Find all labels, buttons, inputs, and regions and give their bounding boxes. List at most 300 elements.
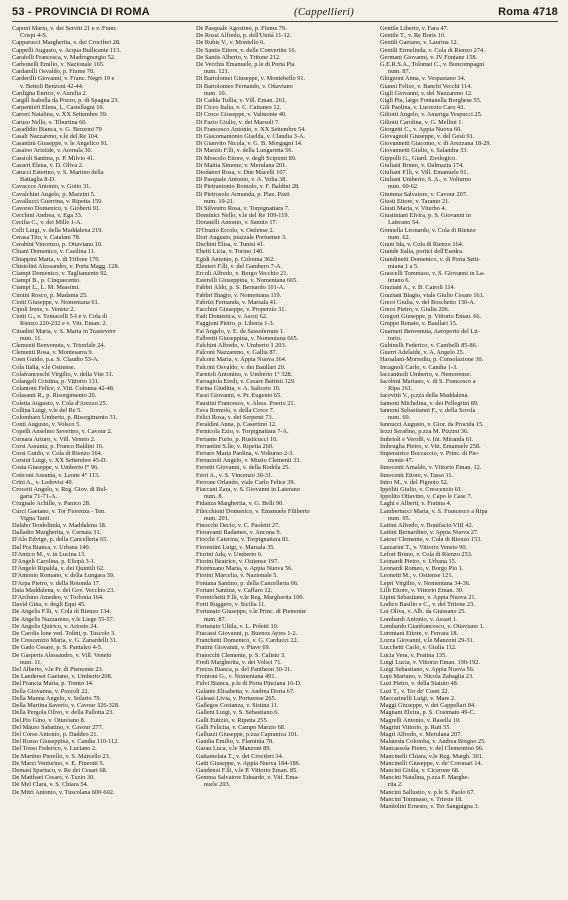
listing-line: Cargill Isabella da Pozzo, p. di Spagna 23. — [12, 97, 119, 105]
listing-line: Fiocchi Caterina, v. Torpignattara 81. — [196, 536, 290, 544]
listing-line: Mancini Tommaso, v. Trieste 18. — [380, 795, 463, 803]
listing-line: Di Pietrosolo Armanda, p. Piaz. Pasti — [196, 190, 290, 198]
listing-line: Carreri Natalina, v. XX Settembre 39. — [12, 111, 108, 119]
listing-line: Coletta Augusto, v. Cola d'Arezzo 25. — [12, 399, 108, 407]
listing-line: Greco Pietro, v. Giulia 206. — [380, 305, 450, 313]
listing-line: Iannoni Michelina, v. dei Pellegrini 89. — [380, 399, 479, 407]
listing-line: De Carolis lone ved. Tolini, p. Tuscolo 3. — [12, 630, 116, 638]
header-right-title: Roma 4718 — [498, 6, 558, 18]
listing-line: Mandolini Ernesto, v. Tor Sanguigna 3. — [380, 802, 480, 810]
listing-line: Della Martina Saverio, v. Cavour 326-328. — [12, 702, 120, 710]
listing-line: Del Alberto, v.le Pr. di Piemonte 23. — [12, 666, 104, 674]
listing-line: Iannoni Sebastianni F., v. della Scrofa — [380, 406, 476, 414]
listing-line: Colasanti R., p. Risorgimento 20. — [12, 392, 97, 400]
listing-line: num. 19-21. — [204, 197, 235, 205]
listing-line: Iannucci Augusto, v. Gior. da Procida 15. — [380, 421, 484, 429]
listing-line: Farina Giuditta, v. A. Saliceto 10. — [196, 385, 281, 393]
listing-line: Gallegos Costanza, v. Sistina 11. — [196, 702, 279, 710]
listing-line: Gonnella Leonardo, v. Cola di Rienzo — [380, 226, 476, 234]
listing-line: Corsi Guido, v. Cola di Rienzo 164. — [12, 449, 103, 457]
listing-line: Iacobini Mariano, v. di S. Francesco a — [380, 377, 476, 385]
listing-line: Leonetti M., v. Ostiense 121. — [380, 572, 454, 580]
listing-line: Gippolli G., Giard. Zoologico. — [380, 154, 457, 162]
listing-line: Esterelli Giuseppina, v. Nomentana 665. — [196, 277, 298, 285]
column-2 — [196, 25, 374, 885]
listing-line: Lattini Alfredo, v. Bonifacio VIII 42. — [380, 522, 474, 530]
listing-line: Ebetti Licia, v. Torino 140. — [196, 248, 264, 256]
listing-line: Imbrioli e Verolli, v. Int. Miranda 61. — [380, 435, 474, 443]
listing-line: Grandinetti Domenico, v. di Porta Setti- — [380, 255, 481, 263]
listing-line: Innocenti Ettore, v. Tasso 11. — [380, 471, 454, 479]
listing-line: De Crescenzio Maria, v. G. Zanardelli 31. — [12, 637, 118, 645]
listing-line: Falconi Osvaldo, v. dei Baullari 20. — [196, 363, 286, 371]
listing-line: miana 1 a 5. — [388, 262, 419, 270]
listing-line: Gaudenzi F.lli, v.le P. Vittorio Eman. 85. — [196, 766, 298, 774]
listing-line: Di Cadda Tullia, v. Vill. Eman. 261. — [196, 97, 287, 105]
listing-line: num. 10. — [204, 89, 227, 97]
listing-line: Collina Luigi, v.le del Re 5. — [12, 406, 82, 414]
listing-line: rita 2. — [388, 781, 403, 789]
listing-line: Ripa 161. — [388, 385, 413, 393]
listing-line: Di Mattia Simone, v. Merulana 201. — [196, 161, 287, 169]
listing-line: Latour Clemente, v. Cola di Rienzo 153. — [380, 536, 482, 544]
listing-line: Della Manna Angelo, v. Solario 79. — [12, 694, 102, 702]
listing-line: Magrelli Antonio, v. Rasella 10. — [380, 716, 461, 724]
listing-line: Fracassi Giovanni, p. Buenos Ayres 1-2. — [196, 630, 298, 638]
listing-line: Cola Italia, v.le Ostiense. — [12, 363, 76, 371]
category-label: (Cappellieri) — [293, 6, 355, 18]
listing-line: num. 121. — [204, 68, 230, 76]
listing-line: monte 47. — [388, 457, 414, 465]
listing-line: garia 71-71-A. — [20, 493, 58, 501]
listing-line: Formichetti F.lli, v.le Reg. Margherita 100. — [196, 594, 305, 602]
listing-line: Di Pasquale Antonio, v. A. Volta 38. — [196, 176, 288, 184]
listing-line: Magri Alfredo, v. Merulana 207. — [380, 730, 462, 738]
listing-line: Rienzo 220-232 e v. Vitt. Eman. 2. — [20, 320, 108, 328]
listing-line: Del Rosso Giuseppina, v. Candia 110-112. — [12, 738, 119, 746]
listing-line: Leonardi Romeo, v. Borgo Pio 1. — [380, 565, 464, 573]
listing-line: Giovagnoli Giuseppe, v. del Gesù 91. — [380, 133, 475, 141]
listing-line: Dalladio Margherita, v. Cernaia 31. — [12, 529, 102, 537]
listing-line: Clementi Benvenuta, v. Trionfale 24. — [12, 341, 106, 349]
listing-line: Di Gianvito Nicola, v. G. B. Morgagni 14. — [196, 140, 303, 148]
listing-line: Ciampi B., p. Cinquecento. — [12, 277, 81, 285]
listing-line: Lombardi Antonio, v. Assari 1. — [380, 615, 458, 623]
listing-line: Cardarelli Osvaldo, p. Fiume 70. — [12, 68, 95, 76]
listing-line: Cavaccce Antonio, v. Goito 31. — [12, 183, 91, 191]
listing-line: Corsi Assunta, p. Franco Baldini 16. — [12, 442, 104, 450]
listing-line: Di Bartolomei Giuseppe, v. Montebello 91. — [196, 75, 306, 83]
listing-line: Dori Augusto, piazzale Portuense 3. — [196, 233, 287, 241]
listing-line: Di Fazio Giulio, v. dei Marsoli 7. — [196, 118, 280, 126]
listing-line: Catucci Esterino, v. S. Martino della — [12, 169, 104, 177]
listing-line: terano 6. — [388, 277, 411, 285]
listing-line: Fabrizi Fernanda, v. Marsala 41. — [196, 298, 278, 306]
listing-line: Galeasi Livia, v. Portuense 265. — [196, 694, 277, 702]
listing-line: D'Orazio Ercolo, v. Ostiense 2. — [196, 226, 275, 234]
listing-line: Cipoli Irene, v. Veneto 2. — [12, 305, 75, 313]
listing-line: Luigi Lucia, v. Vittorio Eman. 190-192. — [380, 658, 481, 666]
listing-line: D'Alo Edvige, p. della Cancelleria 65. — [12, 536, 108, 544]
listing-line: Ciampi L., L. M. Massimi. — [12, 284, 80, 292]
listing-line: num. 201. — [204, 514, 230, 522]
listing-line: Gigli Pia, largo Fontanella Borghese 55. — [380, 97, 482, 105]
listing-line: Maggi Giuseppe, v. dei Cappellari 84. — [380, 702, 476, 710]
listing-line: Fabbri Biagio, v. Nomentana 119. — [196, 291, 282, 299]
listing-line: Colantoni Felice, v. Vitt. Colonna 42-48. — [12, 385, 115, 393]
listing-line: Laterano 54. — [388, 219, 420, 227]
page-header — [12, 6, 558, 22]
listing-line: Colangeli Cristina, p. Vittorio 131. — [12, 377, 100, 385]
listing-line: Coticoni Assunta, v. Leone 4° 113. — [12, 471, 100, 479]
listing-line: De Vecchis Emanuele, p.le di Porta Pia — [196, 61, 295, 69]
listing-line: Crocetti Angelo, v. Reg. Giov. di Bul- — [12, 486, 108, 493]
listing-line: Giliotti Carolina, v. G. Mellini 1. — [380, 118, 464, 126]
listing-line: Franchetti Domenico, v. G. Carducci 22. — [196, 637, 299, 645]
listing-line: Fratocchi Clemente, p. S. Calisto 3. — [196, 651, 286, 659]
listing-line: Di Croce Giuseppe, v. Valmonte 40. — [196, 111, 287, 119]
listing-line: Luzi Pietro, v. della Statuto 48. — [380, 680, 459, 688]
listing-line: Giustiniani Elvira, p. S. Giovanni in — [380, 212, 471, 220]
listing-line: Cavallucci Guerrina, v. Ripetta 159. — [12, 197, 103, 205]
listing-line: num. 87. — [204, 615, 227, 623]
listing-line: D'Arpa Pietro, v. della Rotonda 17. — [12, 579, 101, 587]
listing-line: Innocenti Arnaldo, v. Vittorio Eman. 12. — [380, 464, 482, 472]
listing-line: Di Marzio F.lli, v. della Lungaretta 56. — [196, 147, 294, 155]
listing-line: Harsalani-Morrediu, p. Consolazione 30. — [380, 356, 484, 364]
listing-line: Chiani Domenico, v. Casilina 11. — [12, 248, 96, 256]
listing-line: Del Francia Maria, p. Trento 14. — [12, 680, 94, 688]
listing-line: Leonardi Pietro, v. Urbana 15. — [380, 558, 457, 566]
listing-line: Galante Elisabetta, v. Andrea Doria 67. — [196, 687, 295, 695]
listing-line: Giumma Salvatore, v. Cavour 207. — [380, 190, 468, 198]
listing-line: Gatti Giuseppe, v. Appia Nuova 184-186. — [196, 759, 301, 767]
column-3 — [380, 25, 558, 885]
listing-line: Intro M., v. del Pignoto 52. — [380, 478, 449, 486]
listing-line: Facchini Giuseppe, v. Properzio 31. — [196, 305, 287, 313]
listing-line: Cerasa Tito, v. Catalani 78. — [12, 233, 81, 241]
listing-line: De Gasperis Alessandro, v. Vill. Veneto — [12, 651, 112, 659]
listing-line: Fiorenzano Maria, v. Appia Nuova 56. — [196, 565, 293, 573]
listing-line: Gentile Liberio, v. Fara 47. — [380, 25, 449, 32]
listing-line: Carderilli Giovanni, v. Franc. Negri 19 e — [12, 75, 115, 83]
listing-line: David Gina, v. degli Equi 45. — [12, 601, 86, 609]
listing-line: Lepri Virgilio, v. Nomentana 34-36. — [380, 579, 471, 587]
listing-line: Di Cicco Italia, v. C. Cattaneo 12. — [196, 104, 282, 112]
listing-line: G.E.R.S.A., Tolomei C., v. Boncompagni — [380, 61, 485, 69]
listing-line: Galli Felicita, v. Campo Marzio 68. — [196, 723, 286, 731]
listing-line: Ercoli Alfredo, v. Borgo Vecchio 21. — [196, 269, 289, 277]
listing-line: Cappelli Augusto, v. Acqua Bullicante 113. — [12, 46, 121, 54]
listing-line: Graziani A., v. B. Cairoli 114. — [380, 284, 456, 292]
listing-line: Ferrone Orlando, viale Carlo Felice 39. — [196, 478, 296, 486]
listing-line: Cavalchini Angelo, p. Mazzini 5. — [12, 190, 96, 198]
listing-line: v. Bettoli Benzoni 42-44. — [20, 82, 84, 90]
listing-line: Del Tosso Federico, v. Luciano 2. — [12, 745, 97, 753]
listing-line: De Santis Ettore, v. delle Convertite 16. — [196, 46, 297, 54]
listing-line: D'Amico M., v. in Lucina 13. — [12, 550, 87, 558]
listing-line: num. 11. — [20, 334, 42, 342]
listing-line: Fortani Santina, v. Caffaro 12. — [196, 586, 273, 594]
listing-line: Giusti Ettore, v. Taranto 21. — [380, 197, 450, 205]
listing-line: Colafranceschi Virgilio, v. della Vite 31. — [12, 370, 114, 378]
listing-line: Fortunato Ultila, v. L. Poletti 10. — [196, 622, 279, 630]
header-separator: - — [27, 6, 36, 18]
listing-line: Del Mauro Sabatino, v. Cavour 277. — [12, 723, 104, 731]
listing-line: Ferrante Furio, p. Rusticucci 10. — [196, 435, 278, 443]
listing-line: D'Archino Amedeo, v. Torlonia 164. — [12, 594, 104, 602]
listing-line: Ghignoni Anna, v. Vespasiano 34. — [380, 75, 466, 83]
listing-line: Donatelli Antonio, v. Sannio 17. — [196, 219, 278, 227]
listing-line: Fai Angelo, v. E. de Sassoferrato 1. — [196, 327, 285, 335]
listing-line: Casali Nazzareno, v.le del Re 104. — [12, 133, 99, 141]
header-left — [12, 6, 150, 18]
listing-line: Fidanza Margherita, v. G. Belli 90. — [196, 500, 284, 508]
listing-line: Dal Pra Bianca, v. Urbana 140. — [12, 543, 91, 551]
listing-line: Costa Giuseppe, v. Umberto I° 96. — [12, 464, 99, 472]
listing-line: Caponi Mario, v. dei Serviti 21 e v. Franc. — [12, 25, 118, 32]
listing-line: Mancini Sallustio, v. p.le S. Paolo 67. — [380, 788, 475, 796]
listing-line: De Santis Alberto, v. Tritone 212. — [196, 53, 281, 61]
listing-line: Fiorini Marcelia, v. Nazionale 5. — [196, 572, 278, 580]
listing-line: Carbonelli Emilio, v. Nazionale 165. — [12, 61, 105, 69]
listing-line: Ciotti Giuseppe, v. Nomentana 61. — [12, 298, 100, 306]
listing-line: Gemma Salvatore Edoardo, v. Vitt. Ema- — [196, 774, 300, 782]
listing-line: De Rubis V., v. Montello 6. — [196, 39, 265, 47]
listing-line: Fioravanti Radames, v. Ancona 9. — [196, 529, 282, 537]
listing-line: Gili Paolina, v. Lucrezio Caro 43. — [380, 104, 465, 112]
listing-line: Falconi Nazzareno, v. Gallia 87. — [196, 349, 278, 357]
listing-line: Faustini Francesco, v. Aless. Poerio 21. — [196, 399, 296, 407]
listing-line: Iezzi Serafino, p.zza M. Pizzini 36. — [380, 428, 469, 436]
listing-line: Lazzarini T., v. Vittorio Veneto 90. — [380, 543, 468, 551]
listing-line: Iacovitti V., p.zza della Maddalena. — [380, 392, 469, 400]
listing-line: Giuliani Umberto, S. A., v. Volturno — [380, 176, 472, 184]
listing-line: Crini A., v. Lodovisi 40. — [12, 478, 74, 486]
listing-line: Gruppo Renato, v. Baullari 15. — [380, 320, 458, 328]
listing-line: Lambertucci Maria, v. S. Francesco a Ripa — [380, 507, 488, 515]
listing-line: Della Pergola Olivo, v. della Pallotta 23. — [12, 709, 114, 717]
listing-line: Ippolito Ottavino, v. Capo le Case 7. — [380, 493, 473, 501]
listing-line: Lucia Vera, v. Fratina 135. — [380, 651, 447, 659]
listing-line: D'Angeli Carolina, p. Eliopà 3-1. — [12, 558, 96, 566]
listing-line: Lipini Sebastiano, v. Appia Nuova 21. — [380, 594, 477, 602]
listing-line: Farnioli Antonino, v. Umberto 1° 328. — [196, 370, 293, 378]
listing-line: Carafelli Francesca, v. Madrognorgio 52. — [12, 53, 116, 61]
listing-line: Casaioo Aristide, v. Arenula 30. — [12, 147, 93, 155]
listing-line: num. 62. — [388, 233, 411, 241]
listing-line: De Mel Clara, v. S. Chiara 54. — [12, 781, 89, 789]
listing-line: Fulvi Bianca, p.le di Porta Pinciana 16-D. — [196, 680, 302, 688]
listing-line: Giorgetti C., v. Appia Nuova 60. — [380, 125, 462, 133]
listing-line: Mancinelli Giuseppe, v. de' Coronari 14. — [380, 759, 483, 767]
listing-line: Clementi Rosa, v. Montesarra 9. — [12, 349, 94, 357]
listing-line: Imbruglia Pietro, v. Vitt. Emanuele 258. — [380, 442, 481, 450]
listing-line: De Mitri Antonio, v. Tuscolana 600-602. — [12, 788, 115, 796]
listing-line: Falconi Maria, v. Appia Nuova 364. — [196, 356, 287, 364]
listing-line: Malatesta Colomba, v. Andrea Bregno 25. — [380, 738, 486, 746]
listing-line: Di Francesco Antonio, v. XX Settembre 54. — [196, 125, 306, 133]
listing-line: Di Pietrantonio Romolo, v. F. Baldini 28. — [196, 183, 300, 191]
listing-line: Ippoliti Giulio, v. Crescenzio 61. — [380, 486, 463, 493]
listing-line: Forti Ruggero, v. Sicilia 11. — [196, 601, 266, 609]
listing-line: Graziani Biagio, viale Giulio Cesare 161. — [380, 291, 485, 299]
listing-line: Mancini Natalina, p.zza F. Marghe- — [380, 774, 470, 782]
listing-line: Di Giacomantonio Giselda, v. Claudia 3-A. — [196, 133, 306, 141]
listing-line: Colombaro Umberto, p. Risorgimento 31. — [12, 413, 118, 421]
listing-line: D'Antonio Romano, v. della Lungara 39. — [12, 572, 115, 580]
listing-line: Ferraro Maria Paolina, v. Volturno 2-3. — [196, 449, 294, 457]
listing-line: Duchini Elisa, v. Tunisi 41. — [196, 241, 265, 249]
listing-line: Finocchi Decio, v. C. Paoletti 27. — [196, 522, 280, 530]
listing-line: Caruso Nello, v. Tiburtina 60. — [12, 118, 87, 126]
listing-line: De Matthaei Cesare, v. Tuzio 30. — [12, 774, 95, 782]
listing-line: Loi Oliva, v. Alb. da Giussano 25. — [380, 608, 466, 616]
listing-line: Fassi Giovanni, v. Pr. Eugenio 65. — [196, 392, 282, 400]
listing-line: De Martino Pierello, v. S. Marcello 23. — [12, 752, 111, 760]
listing-line: Mancini Giulia, v. Cicerone 68. — [380, 766, 460, 774]
listing-line: Imperatrice Boccaccio, v. Princ. di Pie- — [380, 449, 479, 457]
listing-line: Ferrazzoli Angelo, v. Muzio Clementi 33. — [196, 457, 301, 465]
listing-line: Gigli Giovanni, v. del Nazzareno 12. — [380, 89, 473, 97]
listing-line: Incagnoli Carlo, v. Candia 1-3. — [380, 363, 458, 371]
listing-line: Coen Guido, p.a. S. Claudio 53-A. — [12, 356, 100, 364]
listing-line: Fratini Giovanni, v. Piave 69. — [196, 644, 271, 652]
listing-line: De Angelis F.lli, v. Cola di Rienzo 134. — [12, 608, 111, 616]
listing-line: Conti Augusto, v. Volsco 5. — [12, 421, 81, 429]
listing-line: Feraldini Anna, p. Casertino 12. — [196, 421, 277, 429]
listing-line: Fabbri Aldo, p. S. Bernardo 101-A. — [196, 284, 286, 292]
listing-line: Di Moscolo Ettore, v. degli Scipioni 89. — [196, 154, 297, 162]
listing-line: Eleuteri F.lli, v. del Gambero 7-A. — [196, 262, 282, 270]
listing-line: Germani Giovanni, v. IV Fontane 158. — [380, 53, 478, 61]
listing-line: Felici Rosa, v. dei Serpenti 73. — [196, 413, 274, 421]
listing-line: Luzi T., v. Tor de' Conti 22. — [380, 687, 450, 695]
listing-line: Giuliani Bruno, v. Dalmazia 174. — [380, 161, 464, 169]
listing-line: num. 11. — [20, 658, 42, 666]
listing-line: De Rossi Alfredo, p. dell'Unità 11-12. — [196, 32, 292, 40]
listing-line: Falbretti Giuseppina, v. Nomentana 665. — [196, 334, 299, 342]
listing-line: Cassioli Santina, p. P. Milvio 41. — [12, 154, 95, 162]
listing-line: Di Bartolomeo Fernando, v. Ottaviano — [196, 82, 293, 90]
listing-line: Galleni Luigi, v. S. Sebastiano 6. — [196, 709, 280, 717]
listing-line: Gentili Ermelinda, v. Cola di Rienzo 274. — [380, 46, 485, 54]
listing-line: Mancinelli Chiara, v.le Reg. Margh. 301. — [380, 752, 484, 760]
listing-line: Galluzzi Giuseppe, p.zza Capranica 101. — [196, 730, 299, 738]
listing-line: De Angelis Quirico, v. Ariosto 24. — [12, 622, 98, 630]
listing-line: De Marzi Venturino, v. E. Fineotti 5. — [12, 759, 105, 767]
listing-line: Maccarinelli Luigi, v. Mare 2. — [380, 694, 456, 702]
column-1 — [12, 25, 190, 885]
listing-line: Lozza Giovanni, v.le Manzoni 29-31. — [380, 637, 475, 645]
section-title: PROVINCIA DI ROMA — [35, 6, 150, 18]
listing-line: Ciotti G., v. Tomacelli 5-I e v. Cola di — [12, 313, 108, 321]
listing-line: Crugnale Achille, v. Panico 28. — [12, 500, 91, 508]
listing-line: Casantini Giuseppe, v. le Angelico 91. — [12, 140, 109, 148]
listing-line: Giovannetti Giulio, v. Salandra 33. — [380, 147, 468, 155]
listing-line: num. 69. — [388, 413, 411, 421]
listing-line: Dominici Nello, v.le del Re 109-119. — [196, 212, 290, 220]
listing-line: Copelli Anselmo Severino, v. Cavour 2. — [12, 428, 113, 436]
listing-line: Filecchioni Domenico, v. Emanuele Filiberto — [196, 507, 310, 515]
listing-line: Grascelli Tommaso, v. S. Giovanni in La- — [380, 269, 485, 277]
listing-line: Gentile T., v. Re Boris 10. — [380, 32, 446, 40]
listing-line: Giuliani F.lli, v. Vill. Emanuele 91. — [380, 169, 469, 177]
listing-line: num. 87. — [388, 68, 411, 76]
listing-line: Del Corso Antonio, p. Daddeo 21. — [12, 730, 99, 738]
listing-line: Fiorini Ada, v. Umberto 6. — [196, 550, 263, 558]
listing-line: Magrini Vittorio, p. Ruti 55. — [380, 723, 452, 731]
listing-line: Cittadini Maria, v. S. Maria in Trastevere — [12, 327, 116, 335]
listing-line: Casadidio Bianca, v. G. Benzoni 79 — [12, 125, 102, 133]
listing-line: Giliotti Angelo, v. Ameriga Vespucci 25. — [380, 111, 483, 119]
listing-line: Curci Gaetano, v. Tor Fiorenza - Ten. — [12, 507, 106, 515]
listing-line: Fiorentini Luigi, v. Marsala 35. — [196, 543, 275, 551]
listing-line: De Landerset Gaetano, v. Umberto 208. — [12, 673, 113, 681]
listing-line: Frontoni G., v. Nomentana 491. — [196, 673, 277, 681]
listing-line: Della Giovanna, v. Pozzoli 22. — [12, 687, 90, 695]
listing-line: Carpentieri Elena, L. Castellagni 10. — [12, 104, 105, 112]
listing-line: Greco Giulia, v. del Boschetto 130-A. — [380, 298, 476, 306]
listing-line: Lupi Mariano, v. Nicola Zabaglia 23. — [380, 673, 474, 681]
listing-line: Data Maddalena, v. del Gov. Vecchio 23. — [12, 586, 115, 594]
listing-line: Corsini Luigi, v. XX Settembre 45-D. — [12, 457, 108, 465]
listing-line: Battaglia 8-D. — [20, 176, 56, 184]
listing-columns — [12, 25, 558, 885]
listing-line: nuele 293. — [204, 781, 231, 789]
listing-line: Egidi Antonio, p. Colonna 362. — [196, 255, 275, 263]
listing-line: Lefort Bruno, v. Cola di Rienzo 253. — [380, 550, 473, 558]
listing-line: Iaccaninoli Umberto, v. Nemorense. — [380, 370, 472, 378]
listing-line: torio. — [388, 334, 402, 342]
listing-line: Falchini Alfredo, v. Umberto 1 203. — [196, 341, 287, 349]
listing-line: Fiaccani Zara, v. S. Giovanni in Laterano — [196, 486, 300, 493]
listing-line: Lilli Ettore, v. Vittorio Eman. 30. — [380, 586, 464, 594]
listing-line: num. 95. — [388, 514, 411, 522]
listing-line: Farragiola Eredi, v. Cesare Battisti 129. — [196, 377, 296, 385]
listing-line: Magnani Elvira, p. S. Cosimato 49-C. — [380, 709, 476, 717]
listing-line: De Angelis Nazzareno, v.le Liege 55-57. — [12, 615, 115, 623]
listing-line: Fava Romolo, v. della Croce 7. — [196, 406, 275, 414]
listing-line: Gattamelata T., v. dei Crociferi 34. — [196, 752, 284, 760]
listing-line: Giovannetti Giacomo, v. di Arezzana 18-29. — [380, 140, 492, 148]
listing-line: Cerabini Vincenzo, p. Ottaviano 10. — [12, 241, 103, 249]
listing-line: Ciampi Domenico, v. Tagliamento 92. — [12, 269, 109, 277]
listing-line: Luigi Sebastiano, v. Appia Nuova 56. — [380, 666, 475, 674]
listing-line: Giusti Maria, v. Viterbo 4. — [380, 205, 447, 213]
listing-line: Cecchini Andrea, v. Ega 33. — [12, 212, 83, 220]
listing-line: Lorentani Ettore, v. Ferrara 18. — [380, 630, 459, 638]
listing-line: Guerri Adelaide, v. A. Angelo 25. — [380, 349, 465, 357]
listing-line: Fernicola Ezio, v. Torpignattara 7-A. — [196, 428, 289, 436]
listing-line: Gregori Giuseppe, p. Vittorio Eman. 66. — [380, 313, 482, 321]
page-number: 53 — [12, 6, 25, 18]
listing-line: num. 8. — [204, 493, 224, 501]
listing-line: De Gado Cesare, p. S. Pantaleo 4-5. — [12, 644, 103, 652]
listing-line: Mancassola Pietro, v. del Clementino 96. — [380, 745, 484, 753]
listing-line: Diodatori Rosa, v. Due Macelli 107. — [196, 169, 288, 177]
listing-line: Cavoreo Domenico, v. Gioberti 91. — [12, 205, 101, 213]
listing-line: Fredi Margherita, v. dei Volsci 71. — [196, 658, 282, 666]
listing-line: Grande Italia, portici dell'Esedra. — [380, 248, 464, 256]
listing-line: Ferri A., v. S. Vincenzo 30-31. — [196, 471, 273, 479]
listing-line: Lodico Basilio e C., v. del Tritone 23. — [380, 601, 475, 609]
listing-line: Cecilia C., v. dei Mille 1-A. — [12, 219, 83, 227]
listing-line: Garau Luca, v.le Manzoni 89. — [196, 745, 271, 753]
listing-line: Del Pio Gino, v. Ottaviano 8. — [12, 716, 86, 724]
listing-line: Chiappini Maria, v. di Trifone 170. — [12, 255, 101, 263]
listing-line: Galli Eutizio, v. Ripetta 255. — [196, 716, 269, 724]
